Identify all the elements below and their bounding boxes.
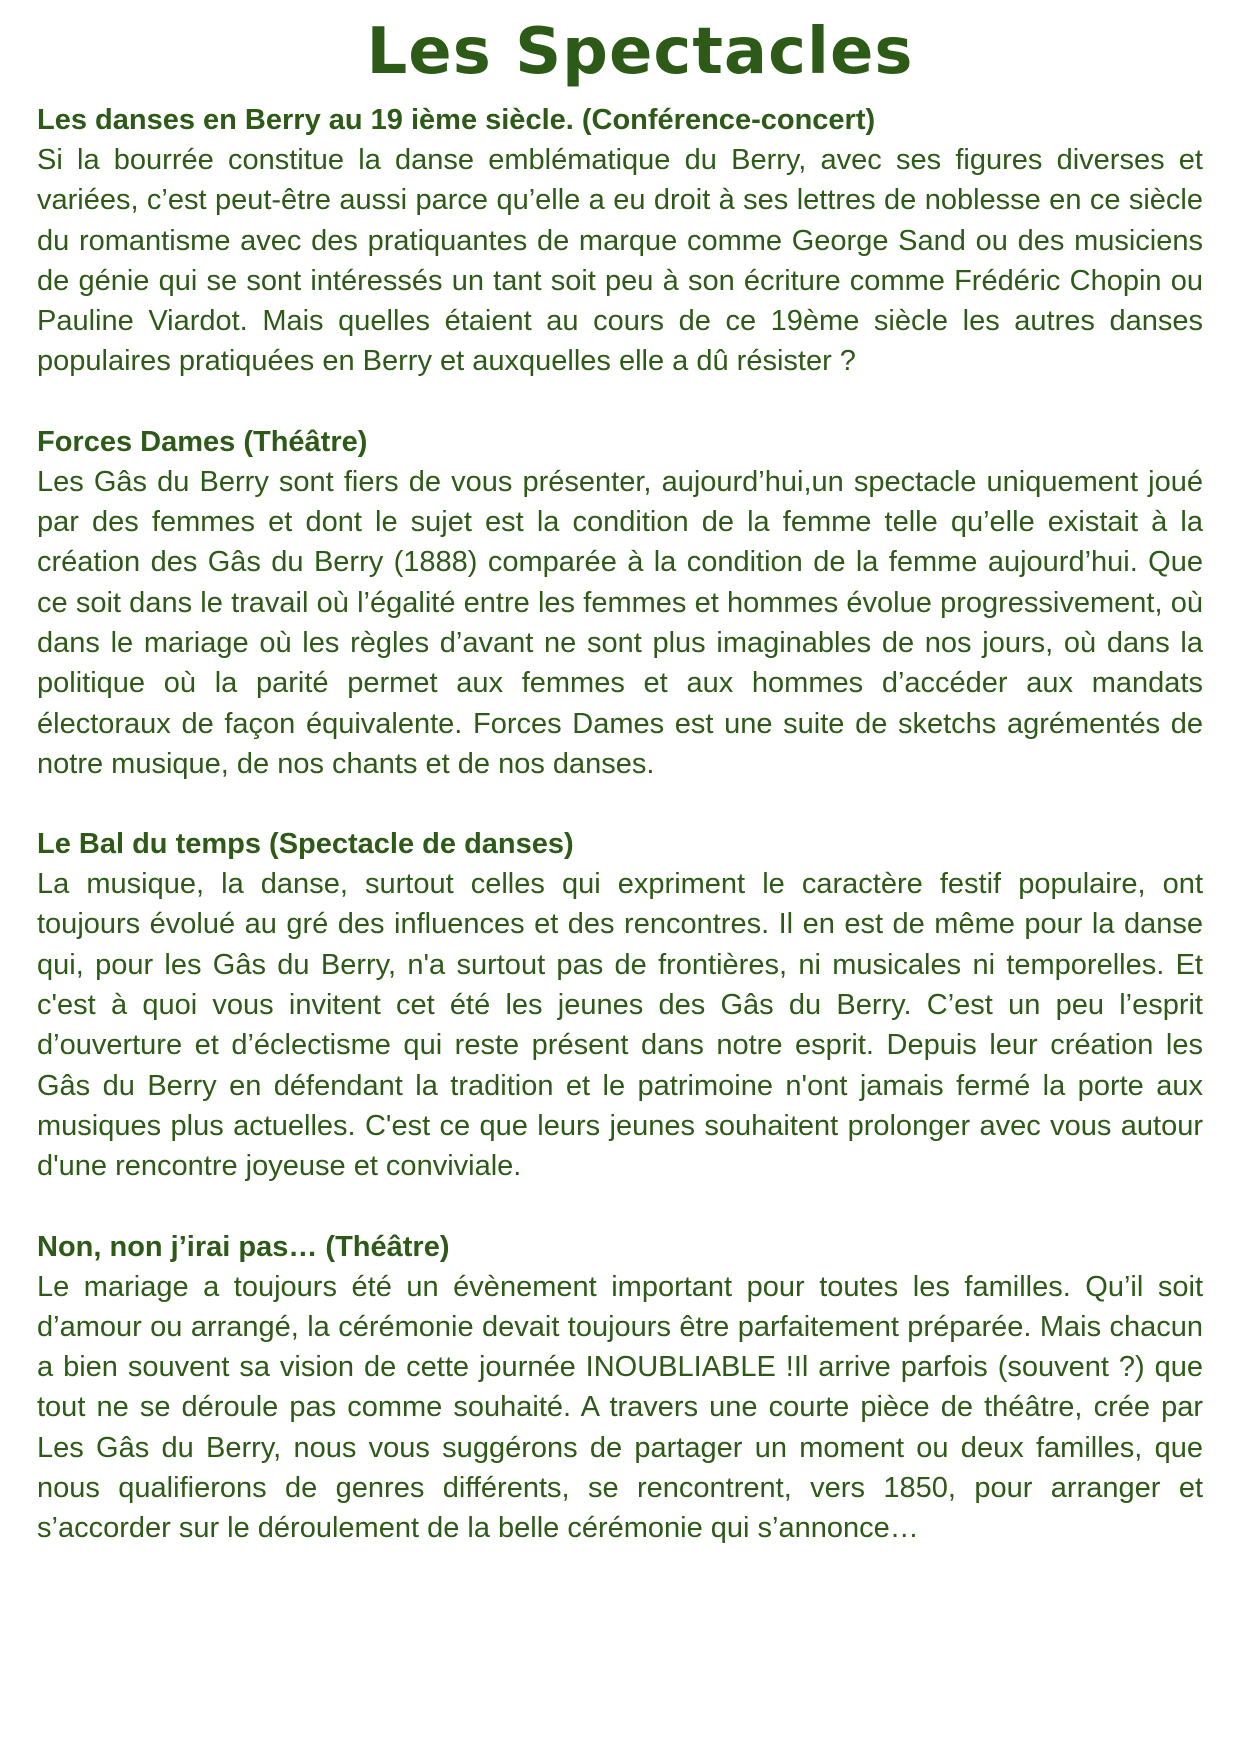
section-forces-dames [37,422,1203,784]
section-body: La musique, la danse, surtout celles qui expriment le caractère festif populaire, ont toujours évolué au gré des influences et des rencontres. Il en est de même pour la danse qui, pour les Gâs du Berry, n'a surtout pas de frontières, ni musicales ni temporelles. Et c'est à quoi vous invitent cet été les jeunes des Gâs du Berry. C’est un peu l’esprit d’ouverture et d’éclectisme qui reste présent dans notre esprit. Depuis leur création les Gâs du Berry en défendant la tradition et le patrimoine n'ont jamais fermé la porte aux musiques plus actuelles. C'est ce que leurs jeunes souhaitent prolonger avec vous autour d'une rencontre joyeuse et conviviale. [37,868,1203,1183]
section-heading: Les danses en Berry au 19 ième siècle. (Conférence-concert) [37,104,876,136]
section-non-non-jirai-pas [37,1227,1203,1549]
section-bal-du-temps [37,824,1203,1186]
section-heading: Le Bal du temps (Spectacle de danses) [37,828,574,861]
section-danses-en-berry [37,100,1203,382]
section-body: Les Gâs du Berry sont fiers de vous présenter, aujourd’hui,un spectacle uniquement joué par des femmes et dont le sujet est la condition de la femme telle qu’elle existait à la création des Gâs du Berry (1888) comparée à la condition de la femme aujourd’hui. Que ce soit dans le travail où l’égalité entre les femmes et hommes évolue progressivement, où dans le mariage où les règles d’avant ne sont plus imaginables de nos jours, où dans la politique où la parité permet aux femmes et aux hommes d’accéder aux mandats électoraux de façon équivalente. Forces Dames est une suite de sketchs agrémentés de notre musique, de nos chants et de nos danses. [37,465,1203,780]
section-heading: Non, non j’irai pas… (Théâtre) [37,1230,450,1263]
section-body: Le mariage a toujours été un évènement important pour toutes les familles. Qu’il soit d’amour ou arrangé, la cérémonie devait toujours être parfaitement préparée. Mais chacun a bien souvent sa vision de cette journée INOUBLIABLE !Il arrive parfois (souvent ?) que tout ne se déroule pas comme souhaité. A travers une courte pièce de théâtre, crée par Les Gâs du Berry, nous vous suggérons de partager un moment ou deux familles, que nous qualifierons de genres différents, se rencontrent, vers 1850, pour arranger et s’accorder sur le déroulement de la belle cérémonie qui s’annonce… [37,1270,1203,1545]
section-body: Si la bourrée constitue la danse emblématique du Berry, avec ses figures diverses et variées, c’est peut-être aussi parce qu’elle a eu droit à ses lettres de noblesse en ce siècle du romantisme avec des pratiquantes de marque comme George Sand ou des musiciens de génie qui se sont intéressés un tant soit peu à son écriture comme Frédéric Chopin ou Pauline Viardot. Mais quelles étaient au cours de ce 19ème siècle les autres danses populaires pratiquées en Berry et auxquelles elle a dû résister ? [37,144,1203,378]
section-heading: Forces Dames (Théâtre) [37,425,368,458]
document-page [37,0,1203,1748]
page-title: Les Spectacles [366,15,914,89]
